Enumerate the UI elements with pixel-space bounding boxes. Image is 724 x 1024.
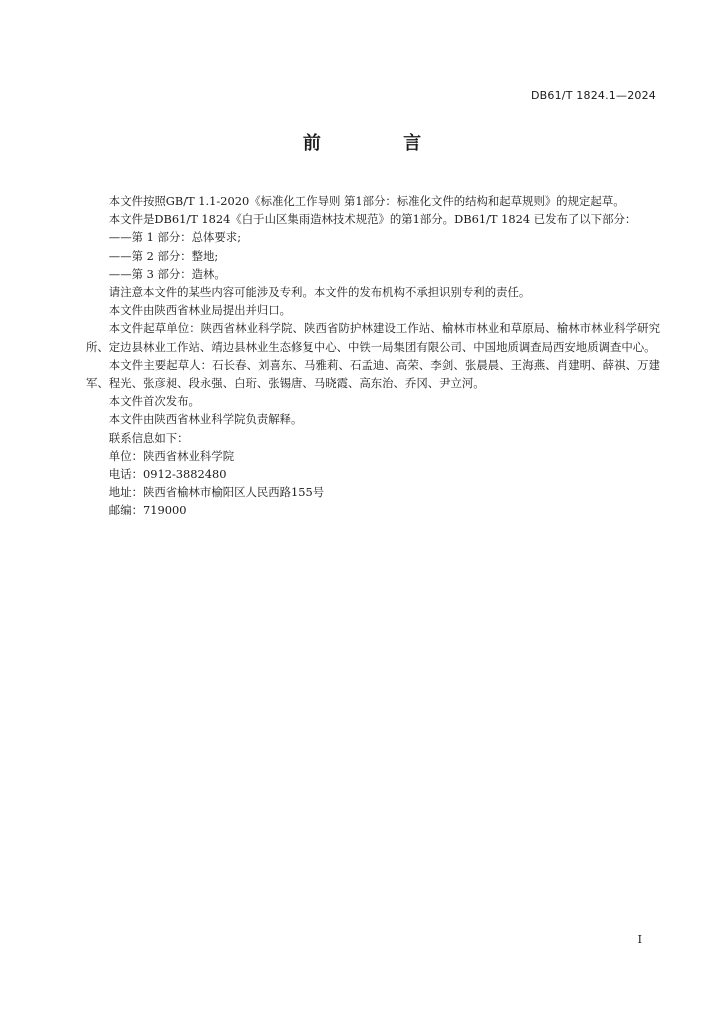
list-item-part-2: ——第 2 部分：整地; [108,248,219,263]
paragraph-standard-basis: 本文件按照GB/T 1.1-2020《标准化工作导则 第1部分：标准化文件的结构和起草规则》的规定起草。 [108,194,625,208]
contact-unit: 单位：陕西省林业科学院 [108,448,235,463]
foreword-body [86,192,660,520]
paragraph-proposer: 本文件由陕西省林业局提出并归口。 [108,303,292,318]
paragraph-drafting-units: 本文件起草单位：陕西省林业科学院、陕西省防护林建设工作站、榆林市林业和草原局、榆林市林业科学研究所、定边县林业工作站、靖边县林业生态修复中心、中铁一局集团有限公司、中国地质调查局西安地质调查中心。 [86,321,660,354]
paragraph-patent-notice: 请注意本文件的某些内容可能涉及专利。本文件的发布机构不承担识别专利的责任。 [108,285,531,300]
list-item-part-3: ——第 3 部分：造林。 [108,266,226,281]
paragraph-series-info: 本文件是DB61/T 1824《白于山区集雨造林技术规范》的第1部分。DB61/T 1824 已发布了以下部分： [108,212,637,227]
page-number: I [637,933,642,946]
page-title: 前 言 [302,133,460,154]
contact-postcode: 邮编：719000 [108,503,187,518]
contact-address: 地址：陕西省榆林市榆阳区人民西路155号 [108,485,325,500]
paragraph-drafters: 本文件主要起草人：石长春、刘喜东、马雅莉、石孟迪、高荣、李剑、张晨晨、王海燕、肖建明、薛祺、万建军、程光、张彦昶、段永强、白珩、张锡唐、马晓霞、高东治、乔冈、尹立河。 [86,357,660,391]
paragraph-first-release: 本文件首次发布。 [108,394,200,409]
list-item-part-1: ——第 1 部分：总体要求; [108,230,242,245]
contact-phone: 电话：0912-3882480 [108,467,227,482]
paragraph-contact-intro: 联系信息如下： [108,430,189,445]
document-code: DB61/T 1824.1—2024 [530,89,656,102]
paragraph-interpretation: 本文件由陕西省林业科学院负责解释。 [108,412,303,427]
